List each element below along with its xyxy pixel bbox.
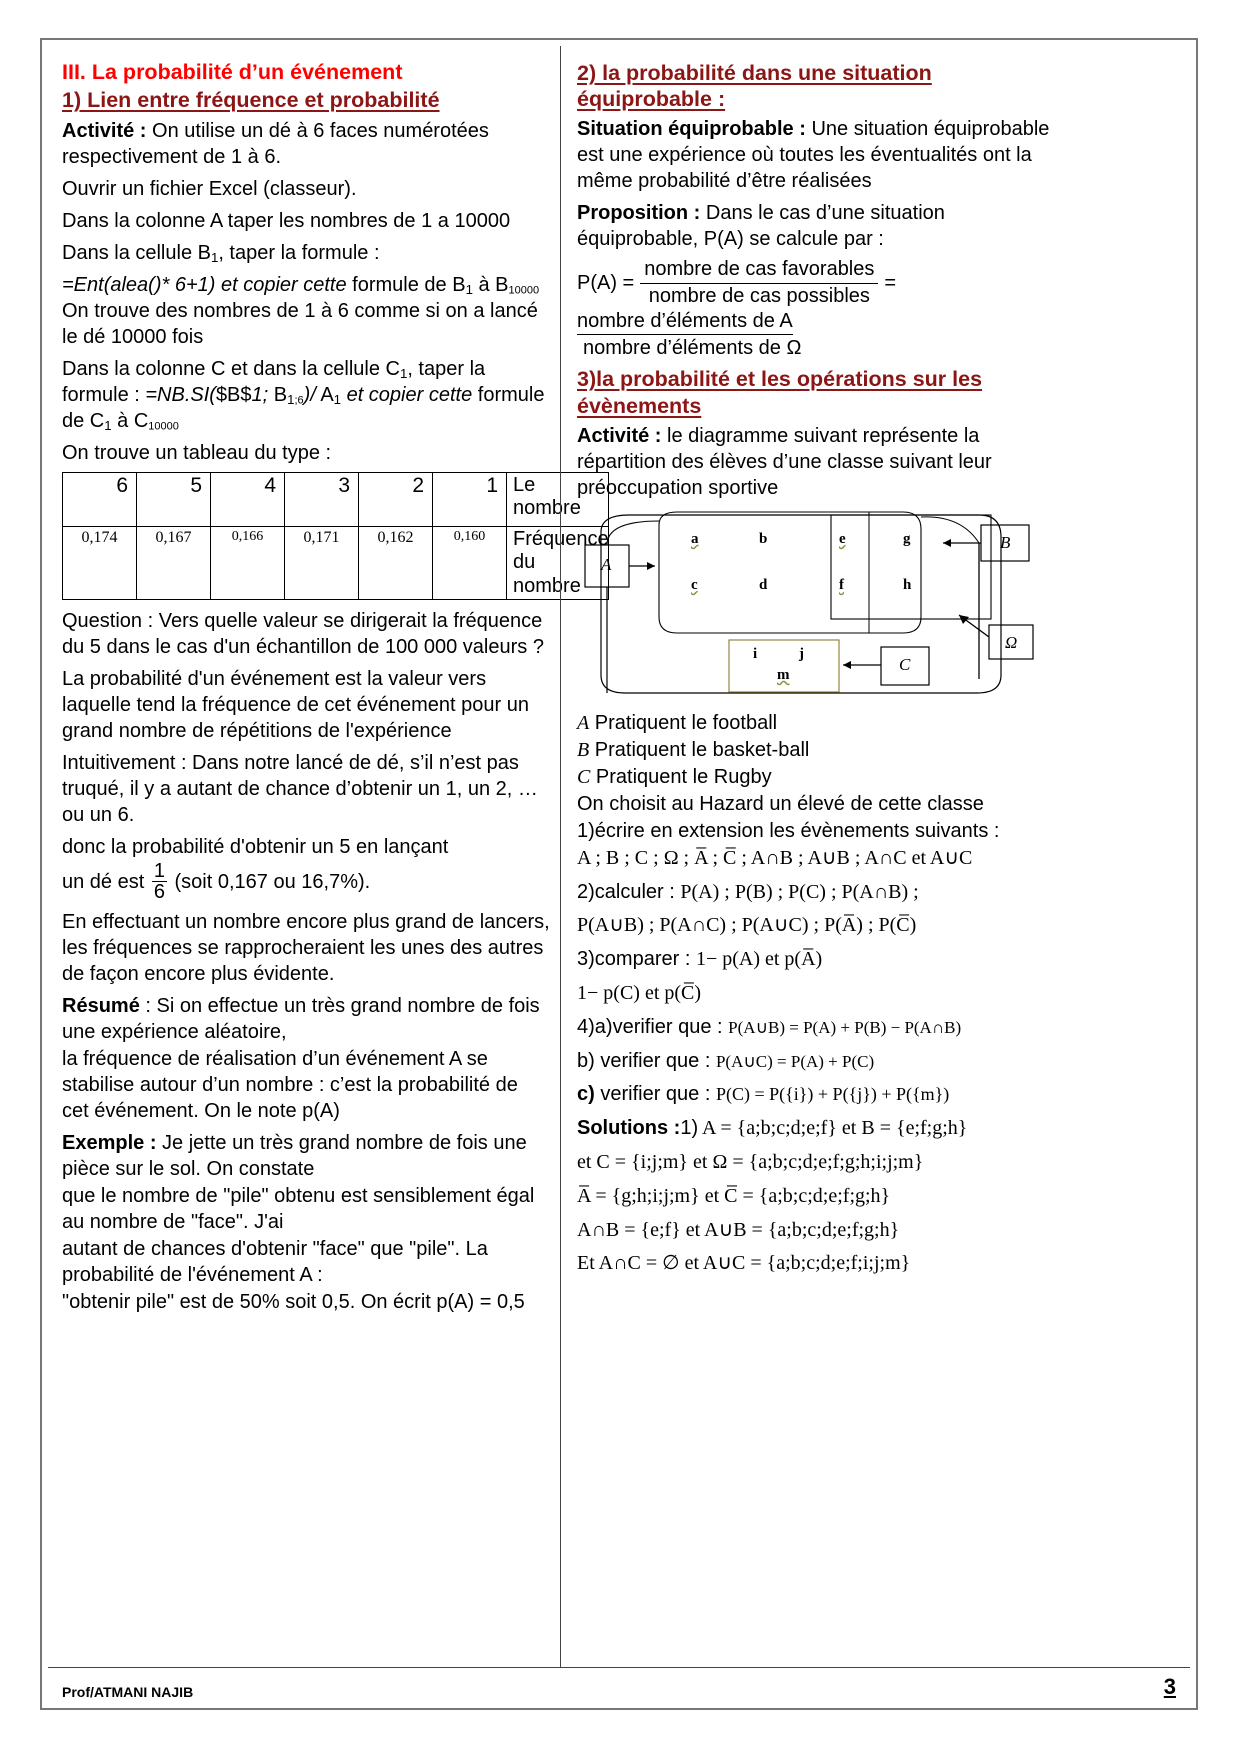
question-4a-label: 4)a)verifier que : [577,1015,729,1038]
solutions-math-1: A = {a;b;c;d;e;f} et B = {e;f;g;h} [702,1117,968,1140]
proposition-paragraph [577,200,1062,252]
question-4b-label: b) verifier que : [577,1049,716,1072]
choisit-paragraph: On choisit au Hazard un élevé de cette classe [577,792,984,815]
proposition-label: Proposition : [577,202,701,225]
solutions-number: 1) [680,1117,699,1140]
one-sixth-paragraph [62,861,550,904]
pa-numerator: nombre de cas favorables [640,258,878,284]
set-c-region [729,640,839,692]
question-4c-label: c) [577,1083,595,1106]
solutions-line-5: Et A∩C = ∅ et A∪C = {a;b;c;d;e;f;i;j;m} [577,1252,911,1275]
cell-freq-1: 0,160 [433,526,507,599]
probability-formula-row-2 [577,309,1062,361]
one-sixth-post: (soit 0,167 ou 16,7%). [168,870,371,893]
resume-text: : Si on effectue un très grand nombre de fois une expérience aléatoire, [62,995,540,1044]
formula-1-mid: à B [472,273,509,296]
activity-3-label: Activité : [577,424,662,447]
cell-number-6: 6 [63,472,137,526]
column-c-sub: 1 [399,365,408,381]
excel-paragraph: Ouvrir un fichier Excel (classeur). [62,177,357,200]
pa-denominator-2: nombre d’éléments de Ω [583,337,802,360]
footer-author: Prof/ATMANI NAJIB [62,1684,194,1700]
question-4a [577,1014,1062,1041]
pa-fraction [640,258,878,308]
arrowhead-c [843,661,851,669]
more-throws-paragraph: En effectuant un nombre encore plus grand de lancers, les fréquences se rapprocheraient les unes des autres de façon encore plus évidente. [62,911,550,986]
cell-freq-2: 0,162 [359,526,433,599]
formula-2-sub3: 1 [333,391,342,407]
exemple-label: Exemple : [62,1132,157,1155]
formula-2-it3: )/ [303,383,316,406]
formula-2-paragraph [62,356,550,434]
column-c-post: , taper la formule : [62,357,486,406]
situation-text: Une situation équiprobable est une expérience où toutes les éventualités ont la même probabilité d’être réalisées [577,118,1050,193]
element-a: a [691,530,699,547]
question-3-math-1: 1− p(A) et p(A̅) [695,948,823,971]
question-4a-math: P(A∪B) = P(A) + P(B) − P(A∩B) [728,1017,962,1037]
left-column [48,46,609,1667]
cell-freq-6: 0,174 [63,526,137,599]
element-e: e [839,530,846,547]
proposition-text: Dans le cas d’une situation équiprobable, P(A) se calcule par : [577,202,945,251]
probability-formula-row [577,258,1062,308]
formula-2-mid2: à C [111,409,149,432]
cell-b1-subscript: 1 [210,249,219,265]
diagram-label-a: A [601,554,612,574]
question-paragraph: Question : Vers quelle valeur se dirigerait la fréquence du 5 dans le cas d'un échantillon de 100 000 valeurs ? [62,609,544,658]
activity-3-text: le diagramme suivant représente la répartition des élèves d’une classe suivant leur préoccupation sportive [577,424,992,499]
question-3-line-2: 1− p(C) et p(C̅) [577,982,702,1005]
frequency-table [62,472,612,600]
question-4b [577,1048,1062,1075]
formula-2-r1: $B$ [215,383,252,406]
legend-b-symbol: B [577,738,590,761]
pa-lhs: P(A) = [577,272,635,295]
formula-1-sub-1: 1 [465,281,473,297]
situation-label: Situation équiprobable : [577,118,806,141]
activity-label: Activité : [62,119,147,142]
question-3-line-1 [577,946,1062,973]
formula-1-italic: =Ent(alea()* 6+1) et copier cette [62,273,347,296]
solutions-line-2: et C = {i;j;m} et Ω = {a;b;c;d;e;f;g;h;i;j;m} [577,1151,924,1174]
row-header-number: Le nombre [507,472,609,526]
set-diagram-svg [581,507,1051,702]
exemple-paragraph-3: autant de chances d'obtenir "face" que "pile". La probabilité de l'événement A : [62,1238,488,1287]
cell-number-1: 1 [433,472,507,526]
column-a-paragraph: Dans la colonne A taper les nombres de 1 a 10000 [62,209,511,232]
element-i: i [753,645,758,662]
element-c: c [691,576,698,593]
element-h: h [903,576,912,593]
question-4c-text: verifier que : [594,1083,716,1106]
formula-2-sub4: 1 [104,417,112,433]
formula-1-rest: formule de B [346,273,466,296]
cell-number-5: 5 [137,472,211,526]
solutions-line-3: A̅ = {g;h;i;j;m} et C̅ = {a;b;c;d;e;f;g;h} [577,1184,891,1207]
diagram-label-omega: Ω [1005,632,1018,652]
activity-text: On utilise un dé à 6 faces numérotées respectivement de 1 à 6. [62,119,489,168]
intuitive-paragraph: Intuitivement : Dans notre lancé de dé, s’il n’est pas truqué, il y a autant de chance d’obtenir un 1, un 2, … ou un 6. [62,751,538,826]
activity-paragraph [62,118,550,170]
connector-a-curve [607,521,659,545]
element-g: g [903,530,911,547]
arrowhead-b [943,539,951,547]
question-2-math-1: P(A) ; P(B) ; P(C) ; P(A∩B) ; [680,880,919,903]
row-header-frequency: Fréquence du nombre [507,526,609,599]
exemple-paragraph-2: que le nombre de "pile" obtenu est sensiblement égal au nombre de "face". J'ai [62,1185,535,1234]
question-2-line-2: P(A∪B) ; P(A∩C) ; P(A∪C) ; P(A̅) ; P(C̅) [577,914,917,937]
cell-b1-text-post: , taper la formule : [218,241,380,264]
table-row-numbers [63,472,609,526]
cell-number-4: 4 [211,472,285,526]
subsection-heading-3: 3)la probabilité et les opérations sur les évènements [577,367,983,418]
formula-2-sub1: 1 [287,391,295,407]
formula-2-r2: B [268,383,288,406]
exemple-text: Je jette un très grand nombre de fois une pièce sur le sol. On constate [62,1132,527,1181]
page-footer [48,1667,1190,1702]
legend-b [577,737,1062,763]
subsection-heading-2: 2) la probabilité dans une situation équiprobable : [577,61,932,112]
fraction-numerator: 1 [153,859,165,882]
formula-2-it1: =NB.SI( [145,383,216,406]
page-inner [48,46,1190,1702]
one-sixth-pre: un dé est [62,870,150,893]
arrowhead-a [647,562,655,570]
legend-c-symbol: C [577,765,591,788]
formula-1-sub-2: 10000 [508,284,540,297]
resume-paragraph [62,993,550,1045]
question-4b-math: P(A∪C) = P(A) + P(C) [715,1051,875,1071]
formula-2-it2: 1; [251,383,269,406]
exemple-paragraph-4: "obtenir pile" est de 50% soit 0,5. On écrit p(A) = 0,5 [62,1291,525,1314]
cell-freq-3: 0,171 [285,526,359,599]
connector-b-curve [921,517,979,543]
section-heading-iii: III. La probabilité d’un événement [62,60,403,84]
fraction-one-sixth [152,861,167,904]
formula-2-sub5: 10000 [148,420,179,433]
diagram-label-c: C [899,654,911,674]
element-f: f [839,576,844,593]
question-2-line-1 [577,879,1062,906]
resume-paragraph-2: la fréquence de réalisation d’un événement A se stabilise autour d’un nombre : c’est la probabilité de cet événement. On le note p(A) [62,1048,518,1123]
pa-equals: = [884,272,897,295]
solutions-line-1 [577,1115,1062,1142]
legend-a [577,710,1062,736]
cell-freq-4: 0,166 [211,526,285,599]
question-4c-math: P(C) = P({i}) + P({j}) + P({m}) [715,1084,950,1105]
situation-paragraph [577,116,1062,194]
formula-2-sub2: ;6 [294,394,304,407]
legend-c [577,764,1062,790]
element-j: j [799,645,804,662]
footer-page-number: 3 [1163,1674,1176,1699]
set-diagram [581,507,1051,702]
legend-c-text: Pratiquent le Rugby [590,765,772,788]
question-2-label: 2)calculer : [577,880,681,903]
solutions-line-4: A∩B = {e;f} et A∪B = {a;b;c;d;e;f;g;h} [577,1218,900,1241]
two-column-layout [48,46,1190,1667]
formula-2-tail: formule de C [62,383,545,432]
solutions-label: Solutions : [577,1117,681,1140]
legend-b-text: Pratiquent le basket-ball [589,738,810,761]
column-c-pre: Dans la colonne C et dans la cellule C [62,357,400,380]
question-3-label: 3)comparer : [577,948,696,971]
question-4c [577,1081,1062,1108]
formula-2-it4: et copier cette [341,383,473,406]
table-row-values [63,526,609,599]
document-page [40,38,1198,1710]
subsection-heading-1: 1) Lien entre fréquence et probabilité [62,88,440,113]
cell-number-2: 2 [359,472,433,526]
question-1-math: A ; B ; C ; Ω ; A̅ ; C̅ ; A∩B ; A∪B ; A∩C et A∪C [577,846,973,869]
pa-numerator-2: nombre d’éléments de A [577,309,793,335]
activity-3-paragraph [577,423,1062,501]
formula-1-tail: On trouve des nombres de 1 à 6 comme si on a lancé le dé 10000 fois [62,299,538,348]
fraction-denominator: 6 [153,881,165,904]
cell-b1-text-pre: Dans la cellule B [62,241,211,264]
element-b: b [759,530,768,547]
formula-1-paragraph [62,272,550,350]
set-b-region [831,515,991,619]
pa-denominator: nombre de cas possibles [648,285,870,308]
legend-a-symbol: A [577,711,590,734]
legend-a-text: Pratiquent le football [589,711,778,734]
definition-paragraph: La probabilité d'un événement est la valeur vers laquelle tend la fréquence de cet événement pour un grand nombre de répétitions de l'expérience [62,667,530,742]
resume-label: Résumé [62,995,140,1018]
element-d: d [759,576,768,593]
cell-b1-paragraph [62,240,550,266]
diagram-label-b: B [1000,532,1011,552]
right-column [560,46,1072,1667]
omega-region [601,515,1001,693]
cell-freq-5: 0,167 [137,526,211,599]
donc-paragraph: donc la probabilité d'obtenir un 5 en lançant [62,835,449,858]
exemple-paragraph [62,1130,550,1182]
question-1-label: 1)écrire en extension les évènements suivants : [577,819,1000,842]
cell-number-3: 3 [285,472,359,526]
table-intro-paragraph: On trouve un tableau du type : [62,441,332,464]
formula-2-r3: A [315,383,334,406]
element-m: m [777,666,790,683]
